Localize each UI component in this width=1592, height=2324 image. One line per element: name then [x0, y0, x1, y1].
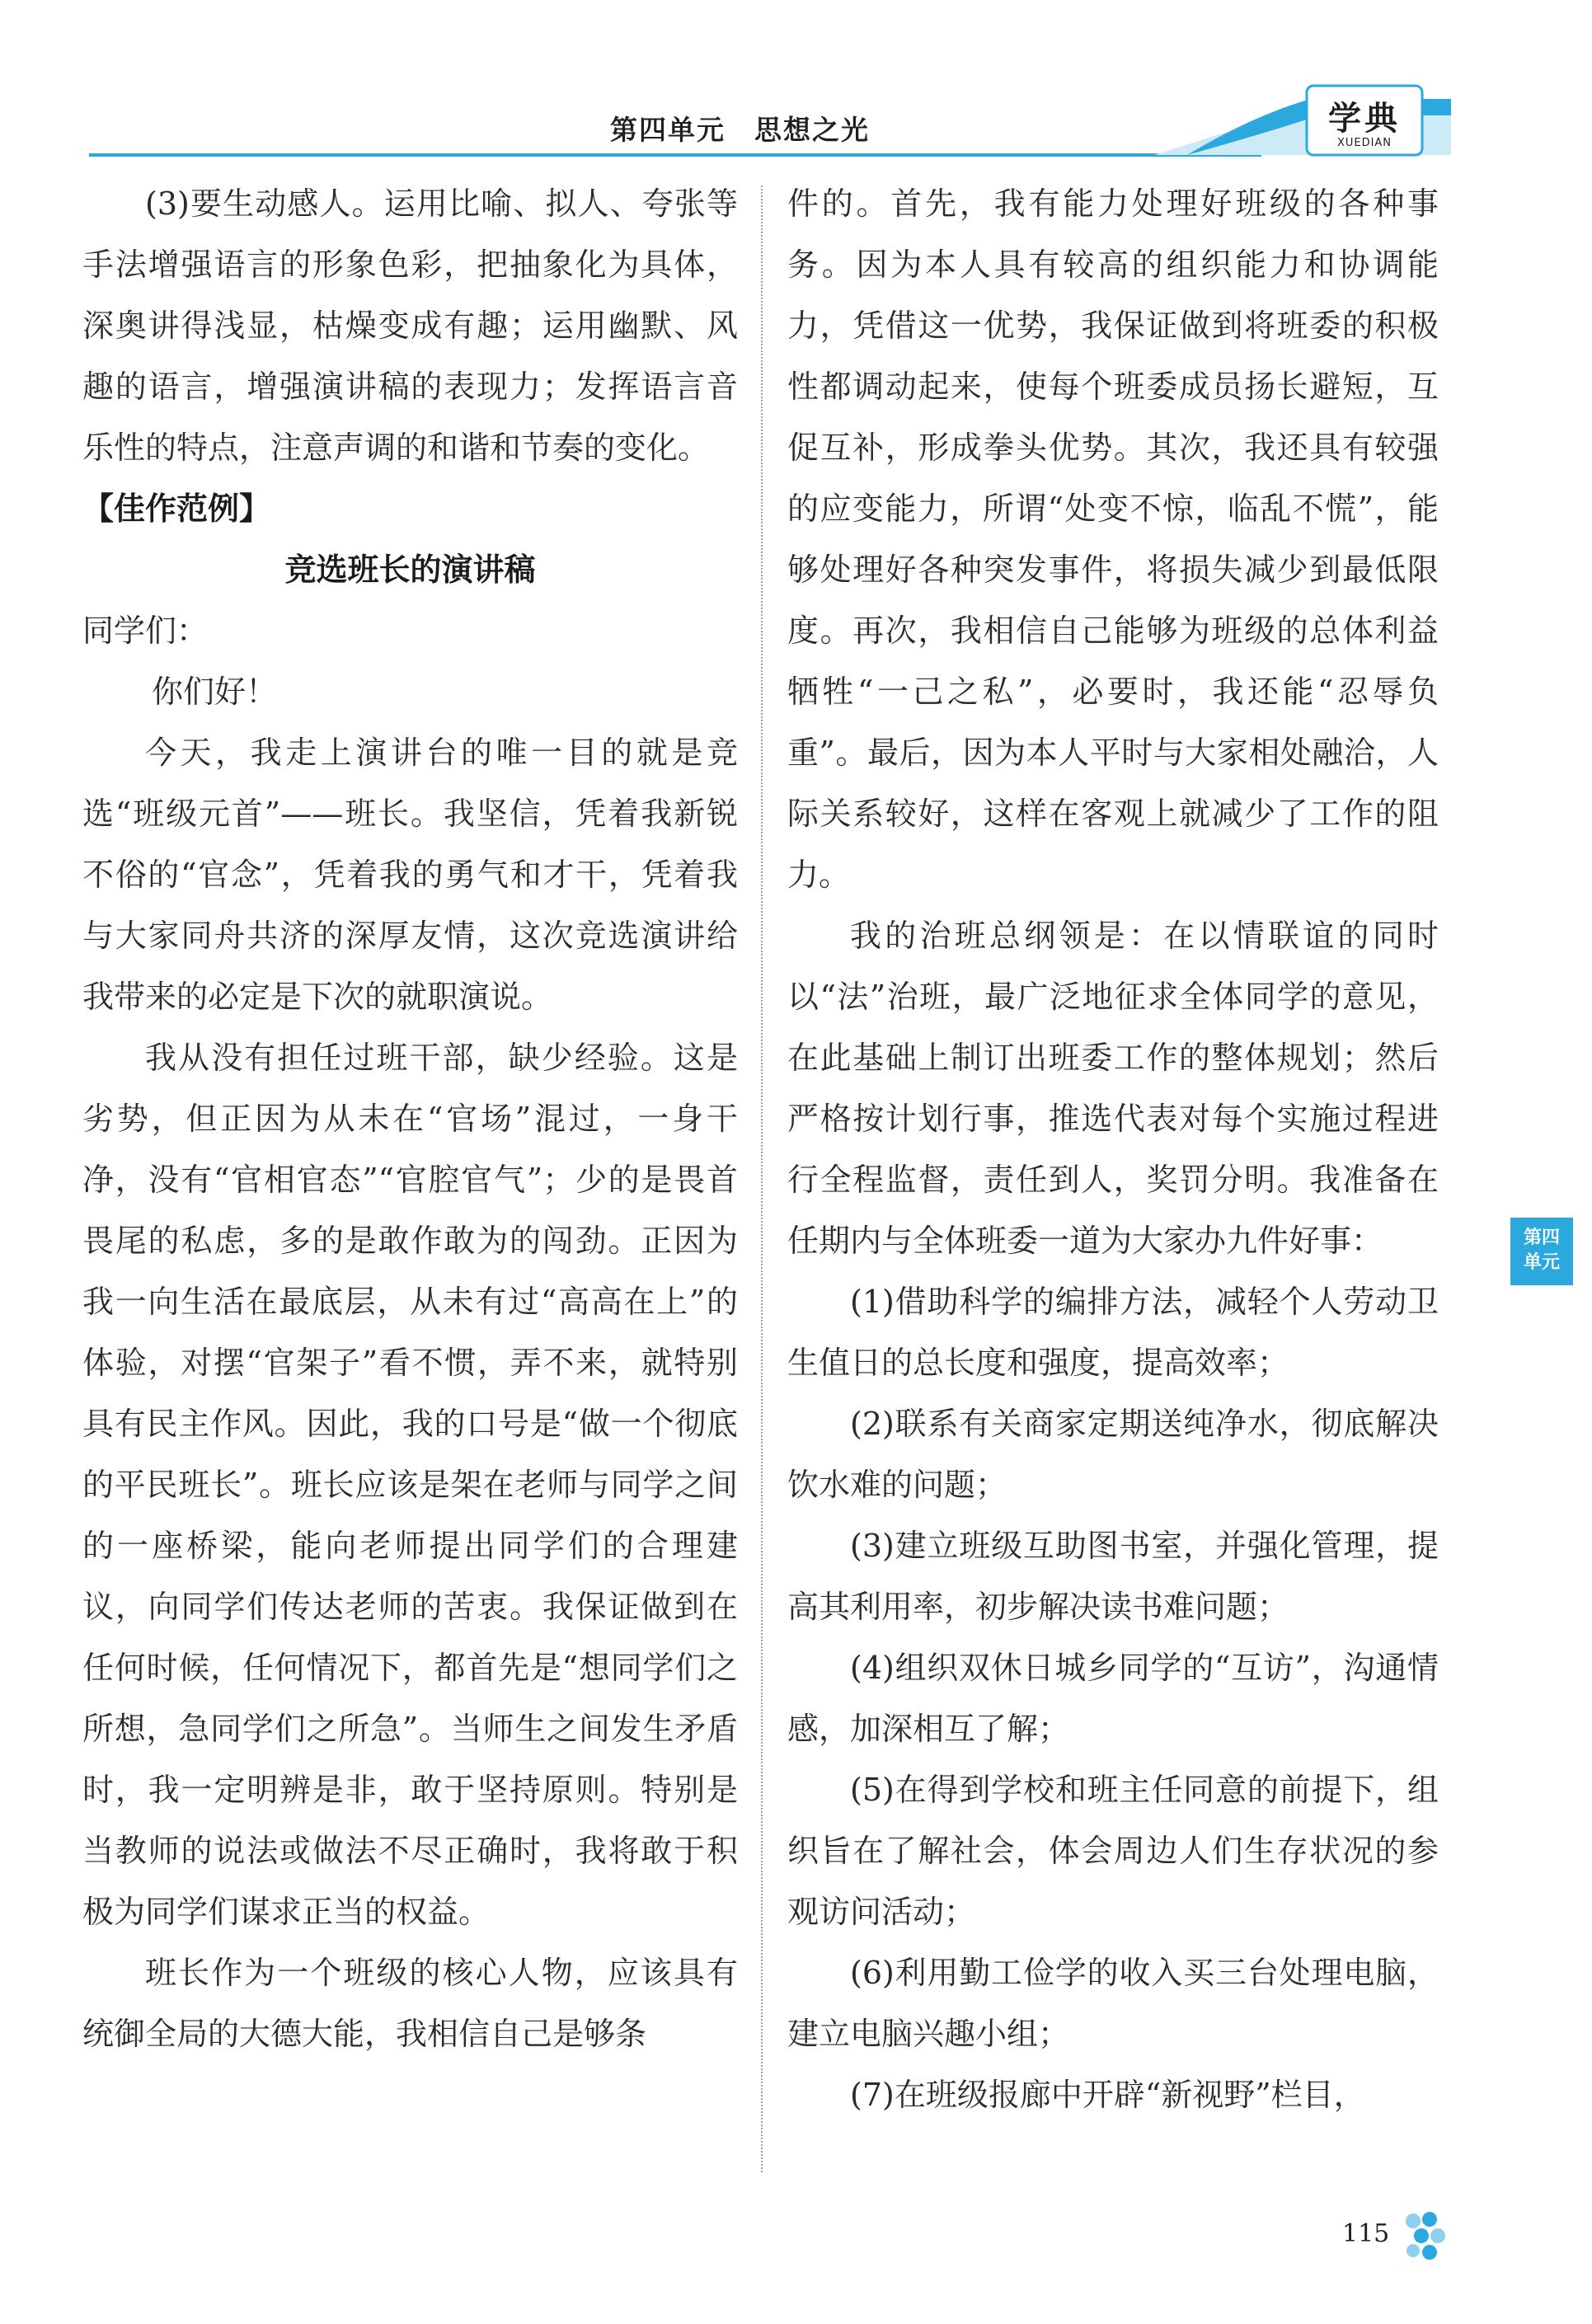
body-paragraph: 我从没有担任过班干部，缺少经验。这是劣势，但正因为从未在“官场”混过，一身干净，没有“官相官态”“官腔官气”；少的是畏首畏尾的私虑，多的是敢作敢为的闯劲。正因为我一向生活在最底层，从未有过“高高在上”的体验，对摆“官架子”看不惯，弄不来，就特别具有民主作风。因此，我的口号是“做一个彻底的平民班长”。班长应该是架在老师与同学之间的一座桥梁，能向老师提出同学们的合理建议，向同学们传达老师的苦衷。我保证做到在任何时候，任何情况下，都首先是“想同学们之所想，急同学们之所急”。当师生之间发生矛盾时，我一定明辨是非，敢于坚持原则。特别是当教师的说法或做法不尽正确时，我将敢于积极为同学们谋求正当的权益。 [82, 1040, 738, 1930]
list-item: (2)联系有关商家定期送纯净水，彻底解决饮水难的问题； [787, 1406, 1439, 1503]
list-item: (7)在班级报廊中开辟“新视野”栏目， [850, 2077, 1365, 2113]
list-item: (6)利用勤工俭学的收入买三台处理电脑，建立电脑兴趣小组； [787, 1955, 1439, 2052]
column-divider [761, 185, 763, 2172]
header-title: 第四单元 思想之光 [610, 114, 870, 146]
unit-side-tab [1510, 1218, 1573, 1285]
right-column [787, 173, 1439, 2125]
list-item: (5)在得到学校和班主任同意的前提下，组织旨在了解社会，体会周边人们生存状况的参观访问活动； [787, 1772, 1439, 1930]
side-tab-line2: 单元 [1523, 1252, 1560, 1273]
list-item: (1)借助科学的编排方法，减轻个人劳动卫生值日的总长度和强度，提高效率； [787, 1284, 1439, 1381]
left-column [82, 173, 738, 2064]
brand-logo: 学典 [1328, 99, 1401, 138]
body-paragraph: 我的治班总纲领是：在以情联谊的同时以“法”治班，最广泛地征求全体同学的意见，在此基础上制订出班委工作的整体规划；然后严格按计划行事，推选代表对每个实施过程进行全程监督，责任到人，奖罚分明。我准备在任期内与全体班委一道为大家办九件好事： [787, 918, 1439, 1259]
decorative-dots-icon [1402, 2209, 1451, 2267]
page-header [0, 0, 1592, 165]
body-paragraph: 件的。首先，我有能力处理好班级的各种事务。因为本人具有较高的组织能力和协调能力，凭借这一优势，我保证做到将班委的积极性都调动起来，使每个班委成员扬长避短，互促互补，形成拳头优势。其次，我还具有较强的应变能力，所谓“处变不惊，临乱不慌”，能够处理好各种突发事件，将损失减少到最低限度。再次，我相信自己能够为班级的总体利益牺牲“一己之私”，必要时，我还能“忍辱负重”。最后，因为本人平时与大家相处融洽，人际关系较好，这样在客观上就减少了工作的阻力。 [787, 185, 1439, 893]
page-number: 115 [1342, 2219, 1390, 2248]
body-paragraph: 班长作为一个班级的核心人物，应该具有统御全局的大德大能，我相信自己是够条 [82, 1955, 738, 2052]
list-item: (3)建立班级互助图书室，并强化管理，提高其利用率，初步解决读书难问题； [787, 1528, 1439, 1625]
section-label: 【佳作范例】 [82, 491, 271, 527]
greeting-second: 你们好！ [152, 674, 278, 710]
greeting: 同学们： [82, 613, 209, 649]
intro-paragraph: (3)要生动感人。运用比喻、拟人、夸张等手法增强语言的形象色彩，把抽象化为具体，深奥讲得浅显，枯燥变成有趣；运用幽默、风趣的语言，增强演讲稿的表现力；发挥语言音乐性的特点，注意声调的和谐和节奏的变化。 [82, 185, 738, 466]
body-paragraph: 今天，我走上演讲台的唯一目的就是竞选“班级元首”——班长。我坚信，凭着我新锐不俗的“官念”，凭着我的勇气和才干，凭着我与大家同舟共济的深厚友情，这次竞选演讲给我带来的必定是下次的就职演说。 [82, 735, 738, 1015]
brand-logo-sub: XUEDIAN [1336, 137, 1392, 149]
essay-title: 竞选班长的演讲稿 [284, 552, 536, 588]
side-tab-line1: 第四 [1523, 1228, 1560, 1248]
list-item: (4)组织双休日城乡同学的“互访”，沟通情感，加深相互了解； [787, 1650, 1439, 1747]
